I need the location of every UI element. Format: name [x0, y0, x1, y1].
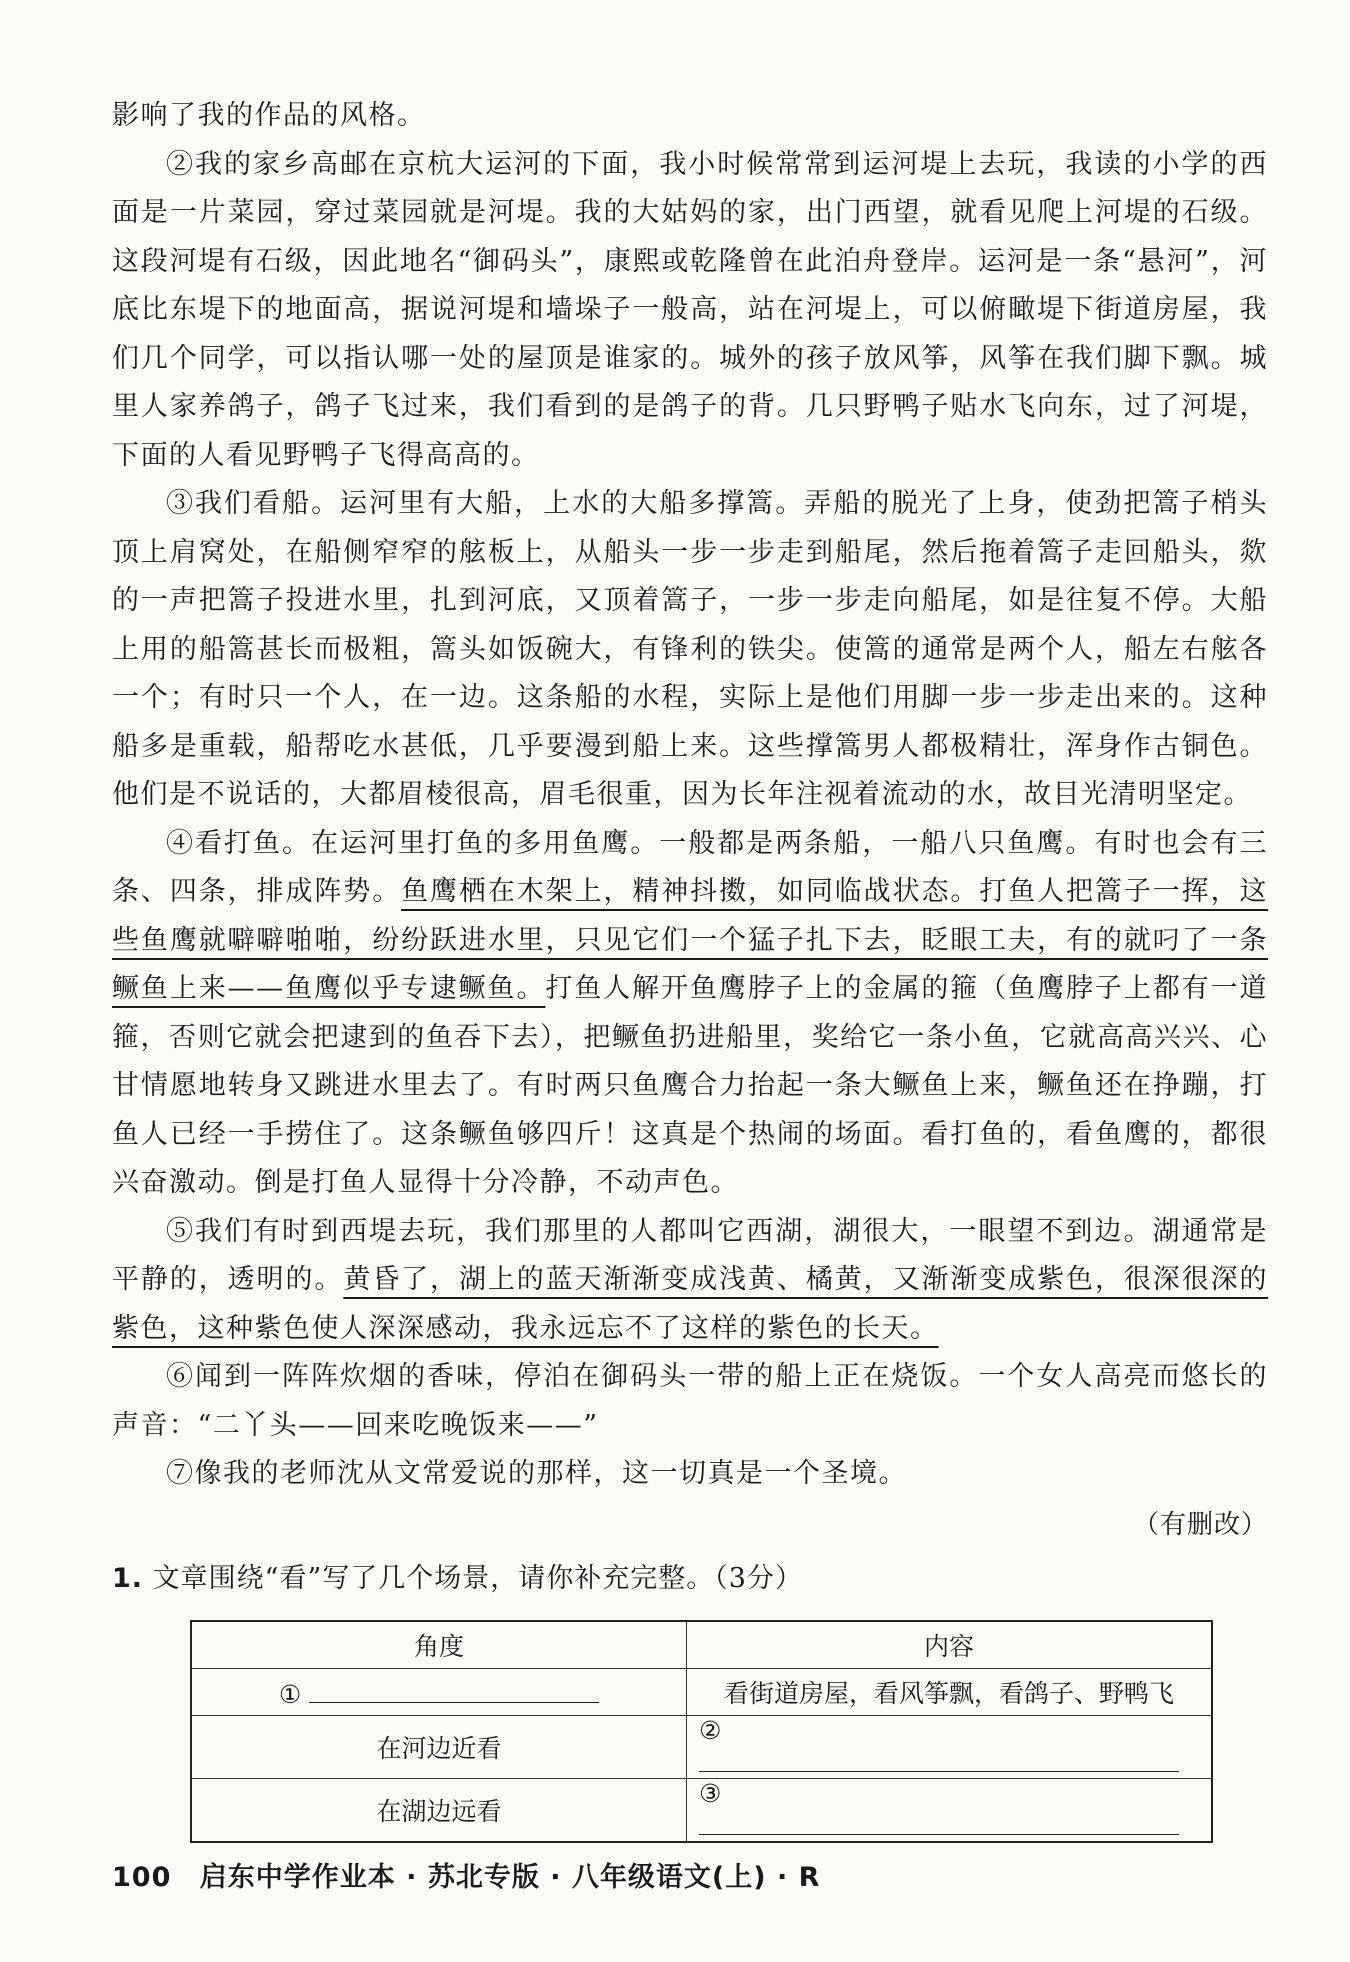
- question-1: [112, 1557, 1268, 1601]
- answer-blank-2[interactable]: [699, 1745, 1179, 1772]
- paragraph-5-intro: ⑤我们有时到西堤去玩，我们那里的人都叫它西湖，湖很大，一眼望不到边。湖通常是平静的，透明的。: [112, 1215, 1268, 1295]
- source-note: （有删改）: [1132, 1509, 1268, 1540]
- blank-marker: ①: [278, 1679, 302, 1709]
- cell-angle-3: 在湖边远看: [191, 1779, 687, 1843]
- table-row: [191, 1669, 1212, 1716]
- cell-angle-1[interactable]: [191, 1669, 687, 1716]
- paragraph-4-intro: ④看打鱼。在运河里打鱼的多用鱼鹰。一般都是两条船，一船八只鱼鹰。有时也会有三条、四条，排成阵势。: [112, 827, 1268, 907]
- cell-content-2[interactable]: [687, 1716, 1213, 1779]
- header-angle: 角度: [191, 1621, 687, 1669]
- table-header-row: [191, 1621, 1212, 1669]
- paragraph-3: ③我们看船。运河里有大船，上水的大船多撑篙。弄船的脱光了上身，使劲把篙子梢头顶上肩窝处，在船侧窄窄的舷板上，从船头一步一步走到船尾，然后拖着篙子走回船头，欻的一声把篙子投进水里，扎到河底，又顶着篙子，一步一步走向船尾，如是往复不停。大船上用的船篙甚长而极粗，篙头如饭碗大，有锋利的铁尖。使篙的通常是两个人，船左右舷各一个；有时只一个人，在一边。这条船的水程，实际上是他们用脚一步一步走出来的。这种船多是重载，船帮吃水甚低，几乎要漫到船上来。这些撑篙男人都极精壮，浑身作古铜色。他们是不说话的，大都眉棱很高，眉毛很重，因为长年注视着流动的水，故目光清明坚定。: [112, 488, 1268, 810]
- book-title: 启东中学作业本 · 苏北专版 · 八年级语文(上) · R: [199, 1862, 821, 1893]
- article-body: [112, 92, 1268, 1601]
- cell-content-1: 看街道房屋，看风筝飘，看鸽子、野鸭飞: [687, 1669, 1213, 1716]
- question-number: 1.: [112, 1562, 144, 1594]
- answer-blank-1[interactable]: [309, 1676, 599, 1703]
- page-number: 100: [112, 1862, 172, 1893]
- cell-angle-2: 在河边近看: [191, 1716, 687, 1779]
- paragraph-7: ⑦像我的老师沈从文常爱说的那样，这一切真是一个圣境。: [166, 1458, 907, 1489]
- paragraph-5: [112, 1208, 1268, 1354]
- paragraph-5-underlined: 黄昏了，湖上的蓝天渐渐变成浅黄、橘黄，又渐渐变成紫色，很深很深的紫色，这种紫色使人深深感动，我永远忘不了这样的紫色的长天。: [112, 1264, 1269, 1344]
- paragraph-4-rest: 打鱼人解开鱼鹰脖子上的金属的箍（鱼鹰脖子上都有一道箍，否则它就会把逮到的鱼吞下去），把鳜鱼扔进船里，奖给它一条小鱼，它就高高兴兴、心甘情愿地转身又跳进水里去了。有时两只鱼鹰合力抬起一条大鳜鱼上来，鳜鱼还在挣蹦，打鱼人已经一手捞住了。这条鳜鱼够四斤！这真是个热闹的场面。看打鱼的，看鱼鹰的，都很兴奋激动。倒是打鱼人显得十分冷静，不动声色。: [112, 973, 1269, 1198]
- paragraph-4-underlined: 鱼鹰栖在木架上，精神抖擞，如同临战状态。打鱼人把篙子一挥，这些鱼鹰就噼噼啪啪，纷纷跃进水里，只见它们一个猛子扎下去，眨眼工夫，有的就叼了一条鳜鱼上来——鱼鹰似乎专逮鳜鱼。: [112, 876, 1269, 1004]
- paragraph-2: ②我的家乡高邮在京杭大运河的下面，我小时候常常到运河堤上去玩，我读的小学的西面是一片菜园，穿过菜园就是河堤。我的大姑妈的家，出门西望，就看见爬上河堤的石级。这段河堤有石级，因此地名“御码头”，康熙或乾隆曾在此泊舟登岸。运河是一条“悬河”，河底比东堤下的地面高，据说河堤和墙垛子一般高，站在河堤上，可以俯瞰堤下街道房屋，我们几个同学，可以指认哪一处的屋顶是谁家的。城外的孩子放风筝，风筝在我们脚下飘。城里人家养鸽子，鸽子飞过来，我们看到的是鸽子的背。几只野鸭子贴水飞向东，过了河堤，下面的人看见野鸭子飞得高高的。: [112, 148, 1268, 471]
- paragraph-6: ⑥闻到一阵阵炊烟的香味，停泊在御码头一带的船上正在烧饭。一个女人高亮而悠长的声音：“二丫头——回来吃晚饭来——”: [112, 1361, 1268, 1441]
- page-footer: [112, 1855, 820, 1894]
- table-row: [191, 1779, 1212, 1843]
- answer-blank-3[interactable]: [699, 1808, 1179, 1835]
- answer-table: [190, 1620, 1213, 1843]
- table-row: [191, 1716, 1212, 1779]
- blank-marker: ③: [699, 1779, 722, 1808]
- question-text: 文章围绕“看”写了几个场景，请你补充完整。（3分）: [152, 1562, 803, 1594]
- blank-marker: ②: [699, 1716, 722, 1745]
- paragraph-continuation: 影响了我的作品的风格。: [112, 100, 426, 131]
- header-content: 内容: [687, 1621, 1213, 1669]
- cell-content-3[interactable]: [687, 1779, 1213, 1843]
- paragraph-4: [112, 820, 1268, 1208]
